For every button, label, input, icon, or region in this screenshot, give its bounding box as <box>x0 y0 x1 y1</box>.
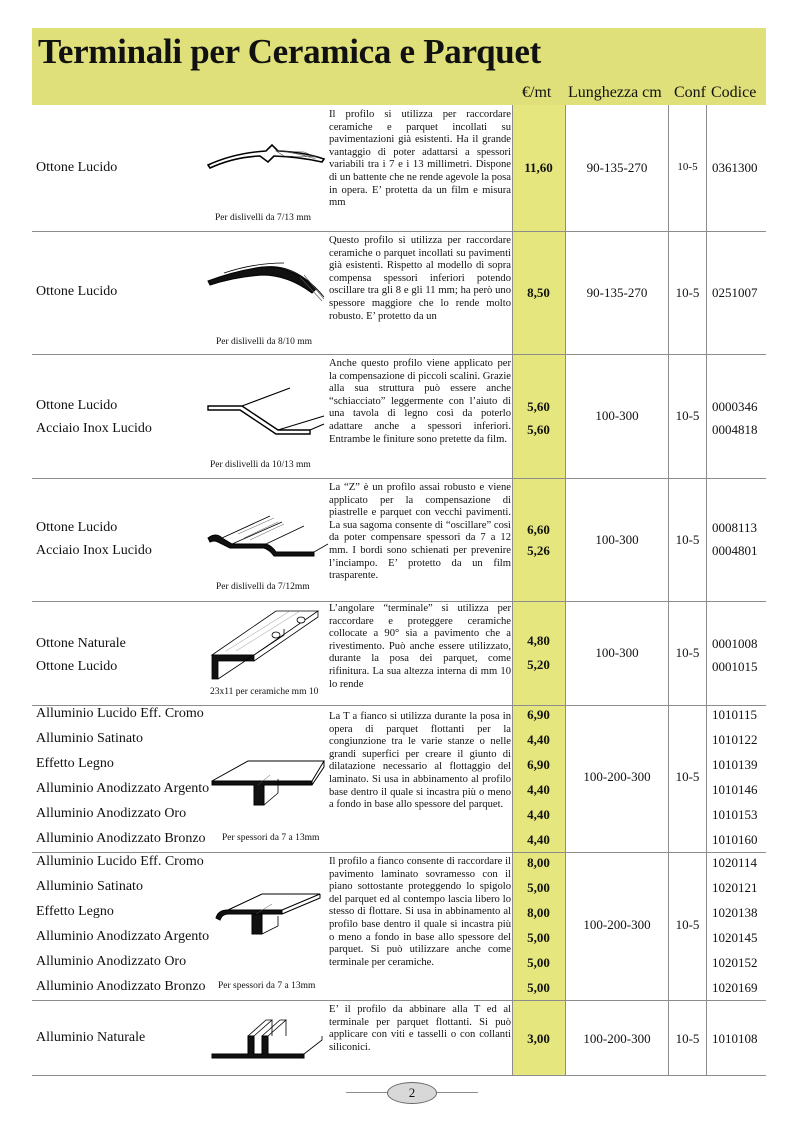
code-value: 1020114 <box>712 855 758 870</box>
product-description: L’angolare “terminale” si utilizza per raccordare e proteggere ceramiche collocate a 90° sia a pavimento che a rivestimento. Può anche essere utilizzato, durante la posa dei parquet, come rifinitura. La sua altezza interna di mm 10 lo rende <box>329 603 511 690</box>
price-value: 5,00 <box>527 930 550 945</box>
finish-label: Acciaio Inox Lucido <box>36 421 152 436</box>
product-description: E’ il profilo da abbinare alla T ed al terminale per parquet flottanti. Si può applicare con viti e tasselli o con collanti siliconici. <box>329 1004 511 1053</box>
column-header-price: €/mt <box>522 84 552 101</box>
finish-label: Alluminio Anodizzato Oro <box>36 806 187 821</box>
price-value: 5,60 <box>527 422 550 437</box>
profile-drawing-icon <box>204 382 330 442</box>
code-value: 1010122 <box>712 732 758 747</box>
profile-caption: Per spessori da 7 a 13mm <box>218 981 316 991</box>
price-value: 4,40 <box>527 732 550 747</box>
conf-value: 10-5 <box>675 917 700 932</box>
finish-label: Ottone Lucido <box>36 160 118 175</box>
finish-label: Effetto Legno <box>36 904 114 919</box>
column-header-conf: Conf <box>674 84 706 101</box>
column-header-length: Lunghezza cm <box>568 84 662 101</box>
code-value: 1020152 <box>712 955 758 970</box>
conf-value: 10-5 <box>675 769 700 784</box>
finish-label: Alluminio Anodizzato Oro <box>36 954 187 969</box>
length-value: 90-135-270 <box>586 160 648 175</box>
finish-label: Alluminio Lucido Eff. Cromo <box>36 706 204 721</box>
product-row <box>32 231 766 354</box>
price-value: 5,20 <box>527 657 550 672</box>
profile-drawing-icon <box>208 1006 328 1066</box>
price-value: 4,40 <box>527 782 550 797</box>
length-value: 100-300 <box>595 532 639 547</box>
code-value: 0001008 <box>712 636 758 651</box>
code-value: 1010115 <box>712 707 758 722</box>
row-divider <box>32 1075 766 1076</box>
profile-caption: 23x11 per ceramiche mm 10 <box>210 687 319 697</box>
price-value: 3,00 <box>527 1031 550 1046</box>
length-value: 100-200-300 <box>583 769 651 784</box>
code-value: 0251007 <box>712 285 758 300</box>
profile-caption: Per dislivelli da 7/13 mm <box>215 213 312 223</box>
price-value: 8,00 <box>527 855 550 870</box>
price-value: 5,60 <box>527 399 550 414</box>
product-description: Anche questo profilo viene applicato per la compensazione di piccoli scalini. Grazie alla sua struttura può essere anche “schiacciato” leggermente con l’aiuto di una tavola di legno così da poterlo adattare anche a spessori inferiori. Entrambe le finiture sono pretette da film. <box>329 358 511 445</box>
code-value: 1010108 <box>712 1031 758 1046</box>
length-value: 100-300 <box>595 408 639 423</box>
finish-label: Ottone Lucido <box>36 398 118 413</box>
finish-label: Ottone Lucido <box>36 284 118 299</box>
product-description: La “Z” è un profilo assai robusto e viene applicato per la compensazione di piastrelle e parquet con vecchi pavimenti. La sua sagoma consente di “oscillare” così da poter compensare spessori da 7 a 12 mm. I bordi sono schienati per prevenire l’inciampo. E’ protetto da un film trasparente. <box>329 482 511 582</box>
product-row <box>32 705 766 852</box>
length-value: 100-200-300 <box>583 1031 651 1046</box>
profile-drawing-icon <box>206 605 326 685</box>
conf-value: 10-5 <box>677 161 698 173</box>
finish-label: Alluminio Anodizzato Bronzo <box>36 831 206 846</box>
price-value: 4,40 <box>527 832 550 847</box>
code-value: 1010160 <box>712 832 758 847</box>
price-value: 5,00 <box>527 980 550 995</box>
finish-label: Alluminio Anodizzato Argento <box>36 929 210 944</box>
profile-drawing-icon <box>204 135 330 175</box>
code-value: 0008113 <box>712 520 758 535</box>
code-value: 0000346 <box>712 399 758 414</box>
finish-label: Alluminio Naturale <box>36 1030 146 1045</box>
finish-label: Acciaio Inox Lucido <box>36 543 152 558</box>
product-row <box>32 478 766 601</box>
code-value: 1020169 <box>712 980 758 995</box>
profile-drawing-icon <box>212 890 328 946</box>
product-description: La T a fianco si utilizza durante la posa in opera di parquet flottanti per la congiunzione tra le varie stanze o nelle grandi superfici per creare il giunto di dilatazione necessario al flottaggio del laminato. Si usa in abbinamento al profilo base dentro il quale si incastra più o meno a fondo in base allo spessore del parquet. <box>329 711 511 811</box>
product-row <box>32 1000 766 1075</box>
price-value: 6,90 <box>527 757 550 772</box>
product-description: Il profilo si utilizza per raccordare ceramiche e parquet incollati su pavimentazioni già esistenti. Ha il grande vantaggio di poter adattarsi a spessori variabili tra i 7 e i 13 millimetri. Dispone di un battente che ne rende agevole la posa in opera. E’ protetta da un film e misura mm <box>329 109 511 209</box>
finish-label: Alluminio Lucido Eff. Cromo <box>36 854 204 869</box>
product-row <box>32 852 766 1000</box>
footer-rule <box>346 1092 387 1093</box>
profile-drawing-icon <box>204 245 330 309</box>
price-value: 4,80 <box>527 633 550 648</box>
profile-drawing-icon <box>208 753 328 811</box>
conf-value: 10-5 <box>675 408 700 423</box>
conf-value: 10-5 <box>675 1031 700 1046</box>
length-value: 90-135-270 <box>586 285 648 300</box>
code-value: 0001015 <box>712 659 758 674</box>
page-title: Terminali per Ceramica e Parquet <box>38 32 541 71</box>
finish-label: Alluminio Satinato <box>36 879 143 894</box>
product-row <box>32 601 766 705</box>
code-value: 1010139 <box>712 757 758 772</box>
footer-rule <box>437 1092 478 1093</box>
product-row <box>32 105 766 231</box>
finish-label: Alluminio Anodizzato Argento <box>36 781 210 796</box>
profile-caption: Per spessori da 7 a 13mm <box>222 833 320 843</box>
profile-caption: Per dislivelli da 7/12mm <box>216 582 310 592</box>
price-value: 5,00 <box>527 955 550 970</box>
finish-label: Alluminio Satinato <box>36 731 143 746</box>
price-value: 8,00 <box>527 905 550 920</box>
length-value: 100-200-300 <box>583 917 651 932</box>
header-band <box>32 28 766 105</box>
price-value: 5,26 <box>527 543 550 558</box>
page-number: 2 <box>387 1082 437 1104</box>
finish-label: Alluminio Anodizzato Bronzo <box>36 979 206 994</box>
code-value: 0004818 <box>712 422 758 437</box>
conf-value: 10-5 <box>675 645 700 660</box>
code-value: 0004801 <box>712 543 758 558</box>
product-row <box>32 354 766 478</box>
finish-label: Effetto Legno <box>36 756 114 771</box>
code-value: 1020138 <box>712 905 758 920</box>
price-value: 4,40 <box>527 807 550 822</box>
code-value: 0361300 <box>712 160 758 175</box>
profile-caption: Per dislivelli da 8/10 mm <box>216 337 313 347</box>
product-description: Il profilo a fianco consente di raccordare il pavimento laminato sovramesso con il piano sottostante proteggendo lo spigolo del parquet ed al contempo lascia libero lo stesso di flottare. Si usa in abbinamento al profilo base dentro il quale si incastra più o meno a fondo in base allo spessore del parquet. Si può utilizzare anche come terminale per ceramiche. <box>329 856 511 968</box>
price-value: 8,50 <box>527 285 550 300</box>
conf-value: 10-5 <box>675 532 700 547</box>
price-value: 6,90 <box>527 707 550 722</box>
code-value: 1010146 <box>712 782 758 797</box>
price-value: 11,60 <box>524 160 553 175</box>
finish-label: Ottone Naturale <box>36 636 126 651</box>
finish-label: Ottone Lucido <box>36 659 118 674</box>
price-value: 6,60 <box>527 522 550 537</box>
length-value: 100-300 <box>595 645 639 660</box>
column-header-code: Codice <box>711 84 757 101</box>
code-value: 1010153 <box>712 807 758 822</box>
code-value: 1020121 <box>712 880 758 895</box>
conf-value: 10-5 <box>675 285 700 300</box>
profile-drawing-icon <box>204 496 330 560</box>
code-value: 1020145 <box>712 930 758 945</box>
product-description: Questo profilo si utilizza per raccordare ceramiche o parquet incollati su pavimenti già esistenti. Rispetto al modello di sopra compensa spessori inferiori potendo oscillare tra gli 8 e gli 11 mm; ha però uno spessore maggiore che lo rende molto robusto. E’ protetto da un <box>329 235 511 322</box>
price-value: 5,00 <box>527 880 550 895</box>
profile-caption: Per dislivelli da 10/13 mm <box>210 460 311 470</box>
finish-label: Ottone Lucido <box>36 520 118 535</box>
